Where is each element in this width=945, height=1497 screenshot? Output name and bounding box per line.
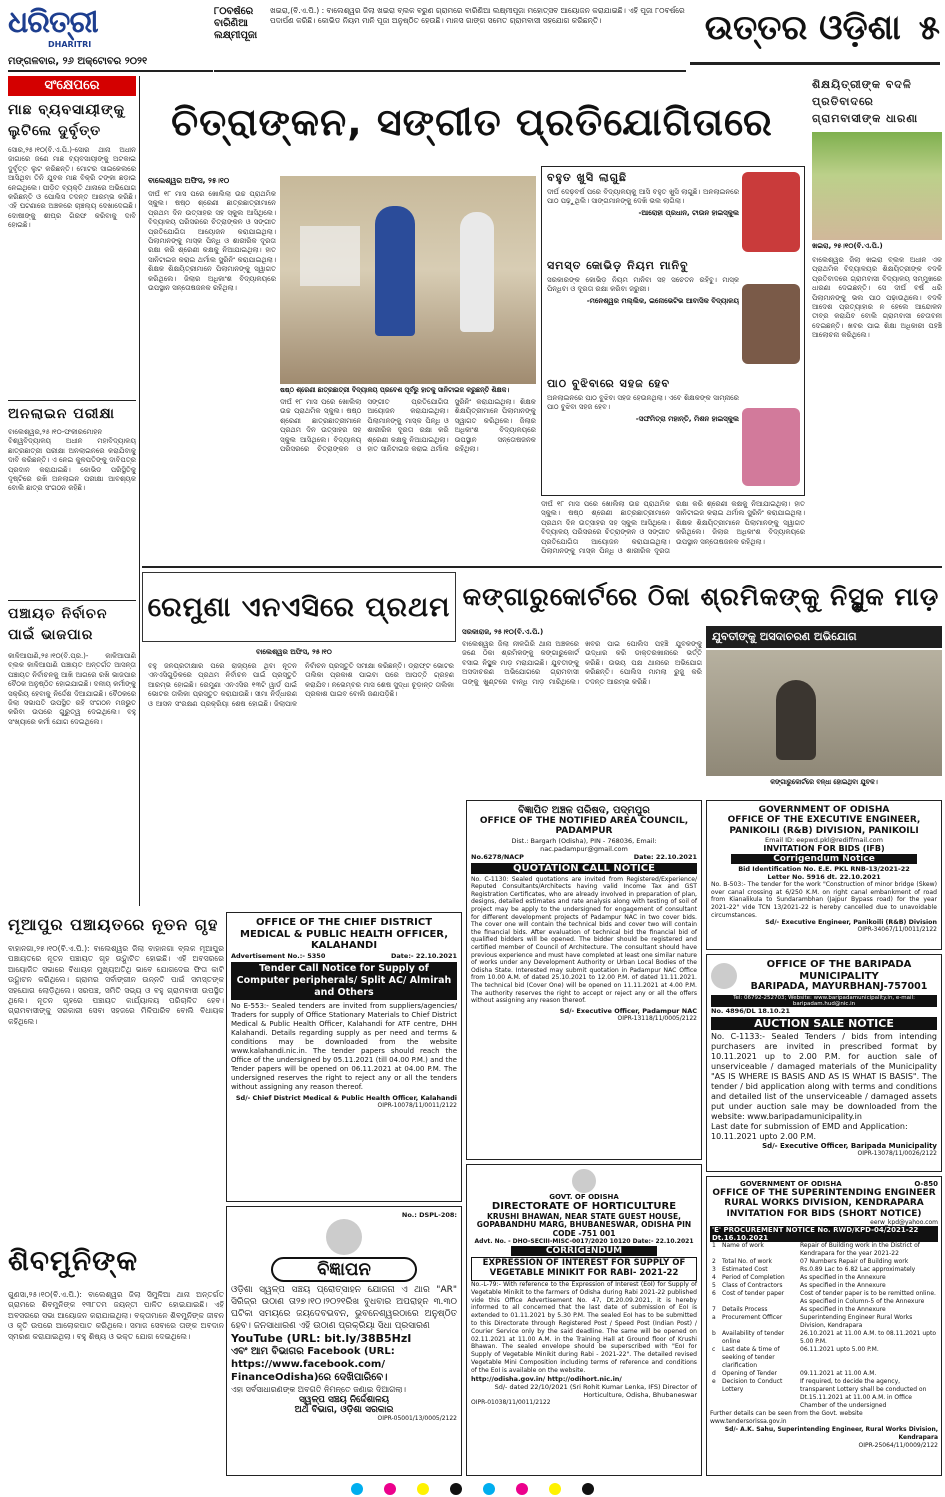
table-cell: 07 Numbers Repair of Building work bbox=[800, 1258, 909, 1266]
ad-title: OFFICE OF THE SUPERINTENDING ENGINEER RURAL WORKS DIVISION, KENDRAPARA bbox=[712, 1188, 936, 1209]
registration-dot bbox=[549, 1483, 561, 1495]
village-dateline: ଖଇରା, ୨୫।୧୦(ବି.ଏ.ପି.) bbox=[812, 242, 883, 250]
ad-body: No E-553:- Sealed tenders are invited from suppliers/agencies/ Traders for supply of Office Stationary Materials to Chief District Medical & Public Health Officer, Kalahandi for ATF centre, DHH Kalahandi. Details regarding supply as per need and terms & conditions may be downloaded from the website www.kalahandi.nic.in. The tender papers should reach the Office of the undersigned by 05.11.2021 (till 04.00 P.M.) and the Tender papers will be opened on 06.11.2021 at 04.00 P.M. The undersigned reserves the right to reject any or all the tenders without assigning any reason thereof. bbox=[231, 1001, 457, 1091]
ad-banner: AUCTION SALE NOTICE bbox=[711, 1017, 937, 1030]
ad-banner: CORRIGENDUM bbox=[511, 1246, 657, 1256]
table-cell: b bbox=[712, 1330, 716, 1338]
table-cell: c bbox=[712, 1346, 716, 1354]
photo-figure bbox=[300, 226, 360, 286]
ad-bid-id: Bid Identification No. E.E. PKL RNB-13/2021-22 bbox=[738, 865, 910, 874]
table-row bbox=[710, 1274, 938, 1282]
ad-title: OFFICE OF THE EXECUTIVE ENGINEER, PANIKOILI (R&B) DIVISION, PANIKOILI bbox=[727, 815, 921, 836]
table-cell: 3 bbox=[712, 1266, 716, 1274]
table-row bbox=[710, 1242, 938, 1258]
table-cell: Availability of tender online bbox=[722, 1330, 785, 1346]
ad-banner: INVITATION FOR BIDS (SHORT NOTICE) bbox=[726, 1208, 922, 1219]
quote-headline: ସମସ୍ତ କୋଭିଡ଼ ନିୟମ ମାନିବୁ bbox=[547, 259, 689, 272]
ad-cdmo-kalahandi bbox=[226, 912, 462, 1202]
table-cell: e bbox=[712, 1378, 716, 1386]
photo-figure bbox=[776, 680, 816, 760]
ad-banner: ବିଜ୍ଞାପନ bbox=[271, 1257, 417, 1282]
ad-panikoili bbox=[706, 800, 942, 950]
quote-author: -ମନେଶ୍ୱର ମଲ୍ଲିକ, ଇନୋଭେଟିଭ ଆବାସିକ ବିଦ୍ୟାଳୟ bbox=[586, 296, 739, 305]
ad-number: Advertisement No.:- 5350 bbox=[231, 951, 326, 960]
quote-author: -ସଙ୍ଘମିତ୍ରା ମହାନ୍ତି, ମିଶନ ହାଇସ୍କୁଲ bbox=[635, 414, 739, 423]
table-cell: Cost of tender paper is to be remitted online. As specified in Column-5 of the Annexure bbox=[800, 1290, 936, 1306]
photo-caption: ଷଷ୍ଠ ଶ୍ରେଣୀ ଛାତ୍ରଛାତ୍ରୀ ବିଦ୍ୟାଳୟ ପ୍ରବେଶ ପୂର୍ବରୁ ହାତକୁ ସାନିଟାଇଜ କରୁଛନ୍ତି ଶିକ୍ଷକ। bbox=[280, 386, 510, 394]
ad-number: No. 4896/DL 18.10.21 bbox=[711, 1006, 790, 1015]
ad-code: O-850 bbox=[914, 1180, 938, 1188]
ad-links: http://odisha.gov.in/ http://odihort.nic.in/ bbox=[471, 1374, 622, 1383]
table-cell: 4 bbox=[712, 1274, 716, 1282]
emblem-icon bbox=[572, 1169, 596, 1193]
ad-date: Date:- 22.10.2021 bbox=[391, 951, 457, 960]
ad-ref: OIPR-25064/11/0009/2122 bbox=[858, 1442, 938, 1450]
kangaroo-body: ବାଲେଶ୍ୱର ଜିଲା ନୀଳଗିରି ଥାନା ଅଞ୍ଚଳରେ ଜଣେ ଠିକା ଶ୍ରମିକଙ୍କୁ କଙ୍ଗାରୁକୋର୍ଟ ବସାଇ ନିସ୍ଥୁକ ମାଡ଼ ମରାଯାଇଛି। ଯୁବତୀଙ୍କୁ ଅସଦାଚରଣ ଅଭିଯୋଗରେ ଗ୍ରାମବାସୀ ତାଙ୍କୁ ଖୁଣ୍ଟରେ ବାନ୍ଧି ମାଡ଼ ମାରିଥିଲେ। ଖବର ପାଇ ପୋଲିସ ପହଞ୍ଚି ଯୁବକଙ୍କୁ ଉଦ୍ଧାର କରି ଡାକ୍ତରଖାନାରେ ଭର୍ତ୍ତି କରିଛି। ଉଭୟ ପକ୍ଷ ଥାନାରେ ଅଭିଯୋଗ କରିଛନ୍ତି। ପୋଲିସ ମାମଲା ରୁଜୁ କରି ତଦନ୍ତ ଆରମ୍ଭ କରିଛି। bbox=[462, 640, 702, 686]
table-row bbox=[710, 1306, 938, 1314]
kangaroo-photo bbox=[706, 650, 942, 776]
main-body-tail: ଦୀର୍ଘ ୧୮ ମାସ ପରେ ଖୋଲିଲା ଉଚ୍ଚ ପ୍ରାଥମିକ ସ୍କୁଲ। ଷଷ୍ଠ ଶ୍ରେଣୀ ଛାତ୍ରଛାତ୍ରୀମାନେ ପ୍ରଥମ ଦିନ ଉତ୍ସାହର ସହ ସ୍କୁଲ ଆସିଥିଲେ। ବିଦ୍ୟାଳୟ ପରିସରରେ ଚିତ୍ରାଙ୍କନ ଓ ସଙ୍ଗୀତ ପ୍ରତିଯୋଗିତା ଆୟୋଜନ କରାଯାଇଥିଲା। ପିଲାମାନଙ୍କୁ ମାସ୍କ ପିନ୍ଧି ଓ ଶାରୀରିକ ଦୂରତା ରକ୍ଷା କରି ଶ୍ରେଣୀ କକ୍ଷକୁ ନିଆଯାଇଥିଲା। ହାତ ସାନିଟାଇଜ କରାଇ ଥର୍ମାଲ ସ୍କ୍ରିନିଂ କରାଯାଇଥିଲା। ଶିକ୍ଷକ ଶିକ୍ଷୟିତ୍ରୀମାନେ ପିଲାମାନଙ୍କୁ ସ୍ୱାଗତ କରିଥିଲେ। ଜିଲାର ଅଧିକାଂଶ ବିଦ୍ୟାଳୟରେ ଉପସ୍ଥାନ ସନ୍ତୋଷଜନକ ରହିଥିଲା। bbox=[541, 500, 805, 556]
ad-ref: OIPR-13118/11/0005/2122 bbox=[617, 1014, 697, 1022]
table-cell: As specified in the Annexure bbox=[800, 1274, 886, 1282]
ad-title: DIRECTORATE OF HORTICULTURE bbox=[491, 1201, 677, 1213]
emblem-icon bbox=[326, 1219, 362, 1255]
quote-3 bbox=[547, 376, 739, 492]
ad-ref: OIPR-01038/11/0011/2122 bbox=[471, 1398, 551, 1406]
kangaroo-headline: କଙ୍ଗାରୁକୋର୍ଟରେ ଠିକା ଶ୍ରମିକଙ୍କୁ ନିସ୍ଥୁକ ମାଡ଼ bbox=[462, 582, 940, 611]
table-cell: Opening of Tender bbox=[722, 1370, 778, 1378]
table-cell: Rs.0.89 Lac to 6.82 Lac approximately bbox=[800, 1266, 916, 1274]
school-photo bbox=[280, 176, 536, 384]
table-cell: Decision to Conduct Lottery bbox=[722, 1378, 783, 1394]
briefs-label: ସଂକ୍ଷେପରେ bbox=[8, 76, 136, 96]
registration-dot bbox=[483, 1483, 495, 1495]
ad-number: No.: DSPL-208: bbox=[401, 1211, 457, 1219]
table-cell: Class of Contractors bbox=[722, 1282, 783, 1290]
table-cell: Name of work bbox=[722, 1242, 764, 1250]
table-row bbox=[710, 1378, 938, 1410]
table-cell: d bbox=[712, 1370, 716, 1378]
nac-body: ବହୁ ଜନପ୍ରତୀକ୍ଷାର ପରେ ରାଜ୍ୟରେ ଥିବା ନୂତନ ଏନଏସିଗୁଡ଼ିକରେ ପ୍ରଥମ ନିର୍ବାଚନ ପାଇଁ ପ୍ରସ୍ତୁତି ଆରମ୍ଭ ହୋଇଛି। ରେମୁଣା ଏନଏସିର ୧୩ଟି ୱାର୍ଡ ପାଇଁ ଭୋଟର ତାଲିକା ପ୍ରସ୍ତୁତ କରାଯାଉଛି। ସୀମା ନିର୍ଦ୍ଧାରଣ ଓ ଆସନ ସଂରକ୍ଷଣ ପ୍ରକ୍ରିୟା ଶେଷ ହୋଇଛି। ଜିଲାପାଳ ନିର୍ବାଚନ ପ୍ରସ୍ତୁତି ସମୀକ୍ଷା କରିଛନ୍ତି। ଡ୍ରାଫ୍ଟ ଭୋଟର ତାଲିକା ପ୍ରକାଶ ପାଇବା ପରେ ଆପତ୍ତି ଗ୍ରହଣ କରାଯିବ। ନଭେମ୍ବର ମାସ ଶେଷ ସୁଦ୍ଧା ଚୂଡ଼ାନ୍ତ ତାଲିକା ପ୍ରକାଶ ପାଇବ ବୋଲି ଜଣାପଡ଼ିଛି। bbox=[148, 662, 454, 708]
table-row bbox=[710, 1282, 938, 1290]
logo-text: ଧରିତ୍ରୀ bbox=[8, 6, 98, 40]
ad-gov: GOVERNMENT OF ODISHA bbox=[758, 805, 890, 815]
ad-gov: GOVT. OF ODISHA bbox=[549, 1193, 619, 1201]
column-rule bbox=[139, 76, 140, 906]
registration-dot bbox=[582, 1483, 594, 1495]
table-cell: If required, to decide the agency, transparent Lottery shall be conducted on Dt.15.11.2021 at 11.00 A.M. in Office Chamber of the undersigned bbox=[800, 1378, 927, 1410]
teaser-story bbox=[214, 6, 686, 72]
ad-subtitle: BARIPADA, MAYURBHANJ-757001 bbox=[750, 981, 928, 992]
main-headline: ଚିତ୍ରାଙ୍କନ, ସଙ୍ଗୀତ ପ୍ରତିଯୋଗିତାରେ bbox=[171, 100, 773, 144]
tender-table bbox=[710, 1242, 938, 1410]
quote-body: ଅନଲାଇନରେ ପାଠ ବୁଝିବା ସହଜ ହେଉନଥିଲା। ଏବେ ଶିକ୍ଷକଙ୍କ ସାମ୍ନାରେ ପାଠ ବୁଝିବା ସହଜ ହେବ। bbox=[547, 394, 739, 412]
student-photo bbox=[742, 284, 800, 364]
ad-footer: Further details can be seen from the Govt. website www.tendersorissa.gov.in bbox=[710, 1410, 863, 1426]
photo-figure bbox=[375, 206, 415, 336]
quote-headline: ପାଠ ବୁଝିବାରେ ସହଜ ହେବ bbox=[547, 377, 671, 390]
registration-dot bbox=[417, 1483, 429, 1495]
ad-banner: INVITATION FOR BIDS (IFB) bbox=[763, 844, 885, 854]
quote-body: ସରକାରଙ୍କ କୋଭିଡ଼ ନିୟମ ମାନିବା ସହ ସଚେତନ ରହିବୁ। ମାସ୍କ ପିନ୍ଧିବା ଓ ଦୂରତା ରକ୍ଷା କରିବା ଜରୁରୀ। bbox=[547, 276, 739, 294]
ad-title: OFFICE OF THE CHIEF DISTRICT MEDICAL & PUBLIC HEALTH OFFICER, KALAHANDI bbox=[240, 917, 448, 951]
table-row bbox=[710, 1330, 938, 1346]
table-cell: Last date & time of seeking of tender clarification bbox=[722, 1346, 780, 1370]
quote-2 bbox=[547, 258, 739, 370]
table-cell: 1 bbox=[712, 1242, 716, 1250]
ad-signature: Sd/- A.K. Sahu, Superintending Engineer, Rural Works Division, Kendrapara bbox=[724, 1426, 938, 1442]
quote-1 bbox=[547, 170, 739, 270]
table-cell: Estimated Cost bbox=[722, 1266, 768, 1274]
village-headline: ଶିକ୍ଷୟିତ୍ରୀଙ୍କ ବଦଳି ପ୍ରତିବାଦରେ ଗ୍ରାମବାସୀଙ୍କ ଧାରଣା bbox=[812, 78, 919, 125]
ad-ref: OIPR-05001/13/0005/2122 bbox=[377, 1415, 457, 1422]
ad-number: Advt. No. - DHO-SECIII-MISC-0017/2020 10120 Date:- 22.10.2021 bbox=[474, 1238, 694, 1246]
ad-title: OFFICE OF THE NOTIFIED AREA COUNCIL, PADAMPUR bbox=[479, 816, 689, 837]
photo-figure bbox=[460, 212, 494, 332]
table-row bbox=[710, 1314, 938, 1330]
ad-subtitle: Dist.: Bargarh (Odisha), PIN - 768036, Email: nac.padampur@gmail.com bbox=[511, 836, 657, 853]
quote-author: -ଆରୋହୀ ପ୍ରଧାନ, ଟାଉନ ହାଇସ୍କୁଲ bbox=[638, 208, 739, 217]
ad-facebook: ଏବଂ ଆମ ବିଭାଗର Facebook (URL: https://www.facebook.com/ bbox=[231, 1346, 395, 1370]
table-cell: a bbox=[712, 1314, 716, 1322]
kangaroo-subhead: ଯୁବତୀଙ୍କୁ ଅସଦାଚରଣ ଅଭିଯୋଗ bbox=[706, 626, 942, 648]
quote-body: ଦୀର୍ଘ ଦେଢ଼ବର୍ଷ ପରେ ବିଦ୍ୟାଳୟକୁ ଆସି ବହୁତ ଖୁସି ଲାଗୁଛି। ଅନଲାଇନରେ ପାଠ ପଢ଼ୁଥିଲି। ସାଙ୍ଗମାନଙ୍କୁ ଦେଖି ଭଲ ଲାଗିଲା। bbox=[547, 188, 739, 206]
ad-email: Email ID: eepwd.pkl@rediffmail.com bbox=[765, 836, 883, 845]
ad-body: No. C-1133:- Sealed Tenders / bids from intending purchasers are invited in prescribed format by 10.11.2021 up to 2.00 P.M. for auction sale of unserviceable / damaged materials of the Municipality "AS IS WHERE IS BASIS AND AS IS WHAT IS BASIS". The tender / bid application along with terms and conditions and detailed list of the unserviceable / damaged assets put under auction sale may be downloaded from the website: www.baripadamunicipality.in bbox=[711, 1031, 937, 1121]
table-cell: As specified in the Annexure bbox=[800, 1282, 886, 1290]
student-photo bbox=[742, 172, 800, 252]
section-title: ଉତ୍ତର ଓଡ଼ିଶା bbox=[704, 8, 901, 48]
divider bbox=[8, 600, 136, 601]
ad-last-date: Last date for submission of EMD and Application: 10.11.2021 upto 2.00 P.M. bbox=[711, 1121, 908, 1141]
teaser-headline: ୮୦ବର୍ଷରେ ବାରିଣିଆ ଲକ୍ଷ୍ମୀପୂଜା bbox=[214, 6, 258, 41]
ad-letter: Letter No. 5916 dt. 22.10.2021 bbox=[767, 873, 881, 882]
student-photo bbox=[742, 408, 800, 486]
main-body-cols: ଦୀର୍ଘ ୧୮ ମାସ ପରେ ଖୋଲିଲା ଉଚ୍ଚ ପ୍ରାଥମିକ ସ୍କୁଲ। ଷଷ୍ଠ ଶ୍ରେଣୀ ଛାତ୍ରଛାତ୍ରୀମାନେ ପ୍ରଥମ ଦିନ ଉତ୍ସାହର ସହ ସ୍କୁଲ ଆସିଥିଲେ। ବିଦ୍ୟାଳୟ ପରିସରରେ ଚିତ୍ରାଙ୍କନ ଓ ସଙ୍ଗୀତ ପ୍ରତିଯୋଗିତା ଆୟୋଜନ କରାଯାଇଥିଲା। ପିଲାମାନଙ୍କୁ ମାସ୍କ ପିନ୍ଧି ଓ ଶାରୀରିକ ଦୂରତା ରକ୍ଷା କରି ଶ୍ରେଣୀ କକ୍ଷକୁ ନିଆଯାଇଥିଲା। ହାତ ସାନିଟାଇଜ କରାଇ ଥର୍ମାଲ ସ୍କ୍ରିନିଂ କରାଯାଇଥିଲା। ଶିକ୍ଷକ ଶିକ୍ଷୟିତ୍ରୀମାନେ ପିଲାମାନଙ୍କୁ ସ୍ୱାଗତ କରିଥିଲେ। ଜିଲାର ଅଧିକାଂଶ ବିଦ୍ୟାଳୟରେ ଉପସ୍ଥାନ ସନ୍ତୋଷଜନକ ରହିଥିଲା। bbox=[280, 398, 536, 454]
housing-body: ବାହାନଗା,୨୫।୧୦(ବି.ଏ.ପି.): ବାଲେଶ୍ୱର ଜିଲା ବାହାନଗା ବ୍ଲକ ମୂଆପୁର ପଞ୍ଚାୟତରେ ନୂତନ ପଞ୍ଚାୟତ ଗୃହ ଉଦ୍ଘାଟିତ ହୋଇଛି। ଏହି ଅବସରରେ ଆୟୋଜିତ ସଭାରେ ବିଧାୟକ ମୁଖ୍ୟଅତିଥି ଭାବେ ଯୋଗଦେଇ ଫିତା କାଟି ଉଦ୍ଘାଟନ କରିଥିଲେ। ଗ୍ରାମର ସର୍ବାଙ୍ଗୀନ ଉନ୍ନତି ପାଇଁ ସମସ୍ତଙ୍କ ସହଯୋଗ ଲୋଡ଼ିଥିଲେ। ସରପଞ୍ଚ, ସମିତି ସଭ୍ୟ ଓ ବହୁ ଗ୍ରାମବାସୀ ଉପସ୍ଥିତ ଥିଲେ। ନୂତନ ଗୃହରେ ପଞ୍ଚାୟତ କାର୍ଯ୍ୟାଳୟ ପରିଚାଳିତ ହେବ। ଗ୍ରାମବାସୀଙ୍କୁ ସରକାରୀ ସେବା ସହଜରେ ମିଳିପାରିବ ବୋଲି ବିଧାୟକ କହିଥିଲେ। bbox=[8, 944, 224, 1026]
ad-signature: Sd/- Chief District Medical & Public Health Officer, Kalahandi bbox=[235, 1093, 457, 1102]
page-number: ୫ bbox=[918, 8, 940, 48]
ad-baripada bbox=[706, 954, 942, 1172]
table-row bbox=[710, 1258, 938, 1266]
ad-banner-2: Corrigendum Notice bbox=[731, 854, 917, 864]
main-body-col1: ଦୀର୍ଘ ୧୮ ମାସ ପରେ ଖୋଲିଲା ଉଚ୍ଚ ପ୍ରାଥମିକ ସ୍କୁଲ। ଷଷ୍ଠ ଶ୍ରେଣୀ ଛାତ୍ରଛାତ୍ରୀମାନେ ପ୍ରଥମ ଦିନ ଉତ୍ସାହର ସହ ସ୍କୁଲ ଆସିଥିଲେ। ବିଦ୍ୟାଳୟ ପରିସରରେ ଚିତ୍ରାଙ୍କନ ଓ ସଙ୍ଗୀତ ପ୍ରତିଯୋଗିତା ଆୟୋଜନ କରାଯାଇଥିଲା। ପିଲାମାନଙ୍କୁ ମାସ୍କ ପିନ୍ଧି ଓ ଶାରୀରିକ ଦୂରତା ରକ୍ଷା କରି ଶ୍ରେଣୀ କକ୍ଷକୁ ନିଆଯାଇଥିଲା। ହାତ ସାନିଟାଇଜ କରାଇ ଥର୍ମାଲ ସ୍କ୍ରିନିଂ କରାଯାଇଥିଲା। ଶିକ୍ଷକ ଶିକ୍ଷୟିତ୍ରୀମାନେ ପିଲାମାନଙ୍କୁ ସ୍ୱାଗତ କରିଥିଲେ। ଜିଲାର ଅଧିକାଂଶ ବିଦ୍ୟାଳୟରେ ଉପସ୍ଥାନ ସନ୍ତୋଷଜନକ ରହିଥିଲା। bbox=[148, 190, 276, 293]
ad-signature: Sd/- Executive Officer, Padampur NAC bbox=[559, 1006, 697, 1015]
issue-date: ମଙ୍ଗଳବାର, ୨୬ ଅକ୍ଟୋବର ୨୦୨୧ bbox=[8, 56, 213, 72]
brief2-body: ବାଲେଶ୍ୱର,୨୫।୧୦-ଫକୀରମୋହନ ବିଶ୍ୱବିଦ୍ୟାଳୟ ଅଧୀନ ମହାବିଦ୍ୟାଳୟ ଛାତ୍ରଛାତ୍ରୀ ପରୀକ୍ଷା ଅନଲାଇନରେ କରାଯିବାକୁ ଦାବି କରିଛନ୍ତି। ଏ ନେଇ କୁଳପତିଙ୍କୁ ଦାବିପତ୍ର ପ୍ରଦାନ କରାଯାଇଛି। କୋଭିଡ ପରିସ୍ଥିତିକୁ ଦୃଷ୍ଟିରେ ରଖି ଅନଲାଇନ ପରୀକ୍ଷା ଆବଶ୍ୟକ ବୋଲି ଛାତ୍ର ସଂଗଠନ କହିଛି। bbox=[8, 428, 136, 493]
table-row bbox=[710, 1346, 938, 1370]
table-cell: Period of Completion bbox=[722, 1274, 785, 1282]
ad-procurement: 'E' PROCUREMENT NOTICE No. RWD/KPD-04/2021-22 Dt.16.10.2021 bbox=[710, 1226, 938, 1242]
table-cell: Procurement Officer bbox=[722, 1314, 783, 1322]
ad-banner: QUOTATION CALL NOTICE bbox=[471, 863, 697, 874]
table-cell: 2 bbox=[712, 1258, 716, 1266]
registration-dot bbox=[516, 1483, 528, 1495]
ad-padampur-nac bbox=[466, 800, 702, 1160]
ad-signature: Sd/- Executive Engineer, Panikoili (R&B) Division bbox=[765, 919, 937, 927]
ad-youtube: YouTube (URL: bit.ly/38B5HzI bbox=[231, 1332, 412, 1345]
ad-body: No. B-503:- The tender for the work "Construction of minor bridge (Skew) over canal crossing at 6/250 K.M. on right canal embankment of road from Kianalikula to Sundarambhan (Jajpur Bypass road) for the year 2021-22" vide TCN 13/2021-22 is hereby cancelled due to unavoidable circumstances. bbox=[711, 881, 937, 919]
table-cell: As specified in the Annexure bbox=[800, 1306, 886, 1314]
protest-photo bbox=[812, 132, 942, 240]
brief2-headline: ଅନଲାଇନ ପରୀକ୍ଷା bbox=[8, 406, 115, 422]
ad-kendrapara bbox=[706, 1176, 942, 1476]
registration-dot bbox=[450, 1483, 462, 1495]
ad-ref: OIPR-10078/11/0011/2122 bbox=[377, 1101, 457, 1109]
table-cell: 5 bbox=[712, 1282, 716, 1290]
teaser-body: ଖଇରା,(ବି.ଏ.ପି.) : ବାଲେଶ୍ୱର ଜିଲା ଖଇରା ବ୍ଲକ ବରୁଣ ଗ୍ରାମରେ ବାରିଣିଆ ଲକ୍ଷ୍ମୀପୂଜା ମହୋତ୍ସବ ଆୟୋଜନ କରାଯାଇଛି। ଏହି ପୂଜା ୮୦ବର୍ଷରେ ପଦାର୍ପଣ କରିଛି। କୋଭିଡ ନିୟମ ମାନି ପୂଜା ଅନୁଷ୍ଠିତ ହେଉଛି। ମାନସ ଗାଙ୍ଗ ସମେତ ଗ୍ରାମବାସୀ ସହଯୋଗ କରିଛନ୍ତି। bbox=[270, 6, 685, 25]
ad-banner: Tender Call Notice for Supply of Computer peripherals/ Split AC/ Almirah and Others bbox=[231, 962, 457, 1000]
ad-signature: Sd/- Executive Officer, Baripada Municipality bbox=[762, 1141, 937, 1150]
registration-dot bbox=[351, 1483, 363, 1495]
header-rule bbox=[690, 62, 940, 65]
ad-date: Date: 22.10.2021 bbox=[633, 852, 697, 861]
brief1-body: ସୋର,୨୫।୧୦(ବି.ଏ.ପି.)-ସୋର ଥାନା ଅଧୀନ ଜାଗାରେ ଜଣେ ମାଛ ବ୍ୟବସାୟୀଙ୍କୁ ଅଟକାଇ ଦୁର୍ବୃତ୍ତ ଲୁଟ କରିଛନ୍ତି। ମୋଟର ସାଇକେଲରେ ଆସିଥିବା ତିନି ଯୁବକ ମାଛ ବିକ୍ରି ଟଙ୍କା ଛଡ଼ାଇ ନେଇଥିଲେ। ପୀଡ଼ିତ ବ୍ୟକ୍ତି ଥାନାରେ ଅଭିଯୋଗ କରିଛନ୍ତି ଓ ପୋଲିସ ତଦନ୍ତ ଆରମ୍ଭ କରିଛି। ଏହି ଘଟଣାରେ ଅଞ୍ଚଳରେ ଚାଞ୍ଚଲ୍ୟ ଦେଖାଦେଇଛି। ଦୋଷୀଙ୍କୁ ଶୀଘ୍ର ଗିରଫ କରିବାକୁ ଦାବି ହୋଇଛି। bbox=[8, 146, 136, 230]
table-cell: 09.11.2021 at 11.00 A.M. bbox=[800, 1370, 877, 1378]
table-cell: Cost of tender paper bbox=[722, 1290, 785, 1298]
divider bbox=[8, 400, 136, 401]
ad-note: ଏହା ସର୍ବସାଧାରଣଙ୍କ ଅବଗତି ନିମନ୍ତେ ଜଣାଇ ଦିଆଗଲା। bbox=[231, 1385, 406, 1394]
table-cell: 06.11.2021 upto 5.00 P.M. bbox=[800, 1346, 879, 1354]
table-row bbox=[710, 1266, 938, 1274]
nac-headline: ରେମୁଣା ଏନଏସିରେ ପ୍ରଥମ bbox=[142, 572, 456, 642]
kangaroo-caption: କଙ୍ଗାରୁକୋର୍ଟରେ ବନ୍ଧା ହୋଇଥିବା ଯୁବକ। bbox=[770, 778, 878, 786]
table-cell: 26.10.2021 at 11.00 A.M. to 08.11.2021 upto 5.00 P.M. bbox=[800, 1330, 937, 1346]
shiva-body: ଗୁଣସା,୨୫।୧୦(ବି.ଏ.ପି.): ବାଲେଶ୍ୱର ଜିଲା ସିମୁଳିଆ ଥାନା ଅନ୍ତର୍ଗତ ଗ୍ରାମରେ ଶିବମୁନିଙ୍କ ୧୩୮ତମ ଜୟନ୍ତୀ ପାଳିତ ହୋଇଯାଇଛି। ଏହି ଅବସରରେ ସଭା ଆୟୋଜନ କରାଯାଇଥିଲା। ବକ୍ତାମାନେ ଶିବମୁନିଙ୍କ ଜୀବନ ଓ କୃତି ଉପରେ ଆଲୋକପାତ କରିଥିଲେ। ସମାଜ ସେବାରେ ତାଙ୍କ ଅବଦାନ ସ୍ମରଣ କରାଯାଇଥିଲା। ବହୁ ଶିଷ୍ୟ ଓ ଭକ୍ତ ଯୋଗ ଦେଇଥିଲେ। bbox=[8, 1290, 224, 1341]
table-cell: Superintending Engineer Rural Works Division, Kendrapara bbox=[800, 1314, 913, 1330]
ad-ref: OIPR-13078/11/0026/2122 bbox=[857, 1149, 937, 1157]
table-row bbox=[710, 1290, 938, 1306]
ad-horticulture bbox=[466, 1164, 702, 1476]
ad-contact: Tel: 06792-252703; Website: www.baripadamunicipality.in, e-mail: baripadam.hud@nic.in bbox=[711, 995, 937, 1007]
ad-signature-2: ଅର୍ଥ ବିଭାଗ, ଓଡ଼ିଶା ସରକାର bbox=[294, 1405, 394, 1415]
table-cell: Repair of Building work in the District of Kendrapara for the year 2021-22 bbox=[800, 1242, 920, 1258]
ad-number: No.6278/NACP bbox=[471, 852, 524, 861]
section-rule bbox=[142, 566, 942, 568]
ad-ref: OIPR-34067/11/0011/2122 bbox=[857, 926, 937, 934]
table-row bbox=[710, 1370, 938, 1378]
shiva-headline: ଶିବମୁନିଙ୍କ bbox=[8, 1244, 139, 1277]
ad-signature: ସ୍ୱଳ୍ପ ସଞ୍ଚୟ ନିର୍ଦ୍ଦେଶାଳୟ bbox=[298, 1395, 390, 1405]
ad-body: No. C-1130: Sealed quotations are invited from Registered/Experience/ Reputed Consultants/Architects having valid Income Tax and GST Registration Certificates, who are already involved in preparation of plan, designs, detailed estimates and rate analysis along with testing of soil of project may be apply to the undersigned for engagement of consultant for different development projects of Padampur NAC in two cover bids. The cover one will contain the technical bids and cover two will contain the financial bids. After evaluation of technical bid the financial bid of qualified bidders will be opened. The bidder should be registered and certified member of Council of Architecture. The consultant should have previous experience and must have completed at least one similar nature of works under any Development Authority or Urban Local Bodies of the Odisha State. Interested may submit quotation in Padampur NAC Office from 10.00 A.M. of dated 25.10.2021 to 12.00 P.M. of dated 11.11.2021. The technical bid (Cover One) will be opened on 11.11.2021 at 4.00 P.M. The authority reserves the right to accept or reject any or all the offers without assigning any reason thereof. bbox=[471, 875, 697, 1005]
main-dateline: ବାଲେଶ୍ୱର ଅଫିସ, ୨୫।୧୦ bbox=[148, 176, 230, 185]
registration-dot bbox=[384, 1483, 396, 1495]
ad-facebook-page: FinanceOdisha)ରେ ଦେଖିପାରିବେ। bbox=[231, 1372, 388, 1383]
section-header bbox=[690, 8, 940, 58]
ad-signature: Sd/- dated 22/10/2021 (Sri Rohit Kumar Lenka, IFS) Director of Horticulture, Odisha, Bhubaneswar bbox=[494, 1382, 697, 1399]
print-color-bar bbox=[0, 1480, 945, 1496]
ad-gov: GOVERNMENT OF ODISHA bbox=[740, 1180, 842, 1188]
ad-body: ଓଡ଼ିଶା ସ୍ୱଳ୍ପ ସଞ୍ଚୟ ପ୍ରୋତ୍ସାହନ ଯୋଜନା ଏ ଥାର "AR" ସିରିଜ୍ର ଉଠାଣ ତା୨୭।୧୦।୨୦୨୧ରିଖ ବୁଧବାର ଅପରାହ୍ନ ୩.୩୦ ଘଟିକା ସମୟରେ ଜୟଦେବଭବନ, ଭୁବନେଶ୍ୱରଠାରେ ଅନୁଷ୍ଠିତ ହେବ। ଜନସାଧାରଣ ଏହି ଉଠାଣ ପ୍ରକ୍ରିୟା ସିଧା ପ୍ରସାରଣ bbox=[231, 1285, 457, 1331]
ad-title: OFFICE OF THE BARIPADA MUNICIPALITY bbox=[766, 959, 912, 982]
table-cell: 6 bbox=[712, 1290, 716, 1298]
quote-headline: ବହୁତ ଖୁସି ଲାଗୁଛି bbox=[547, 171, 628, 184]
table-cell: Total No. of work bbox=[722, 1258, 772, 1266]
brief3-headline: ପଞ୍ଚାୟତ ନିର୍ବାଚନ ପାଇଁ ଭାଜପାର bbox=[8, 606, 108, 643]
table-cell: 7 bbox=[712, 1306, 716, 1314]
village-body: ବାଲେଶ୍ୱର ଜିଲା ଖଇରା ବ୍ଲକ ଅଧୀନ ଏକ ପ୍ରାଥମିକ ବିଦ୍ୟାଳୟର ଶିକ୍ଷୟିତ୍ରୀଙ୍କ ବଦଳି ପ୍ରତିବାଦରେ ଗ୍ରାମବାସୀ ବିଦ୍ୟାଳୟ ସମ୍ମୁଖରେ ଧାରଣା ଦେଇଛନ୍ତି। ସେ ଦୀର୍ଘ ବର୍ଷ ଧରି ପିଲାମାନଙ୍କୁ ଭଲ ପାଠ ପଢ଼ାଉଥିଲେ। ବଦଳି ଆଦେଶ ପ୍ରତ୍ୟାହାର ନ ହେଲେ ଆନ୍ଦୋଳନ ତୀବ୍ର କରାଯିବ ବୋଲି ଗ୍ରାମବାସୀ ଚେତାବନୀ ଦେଇଛନ୍ତି। ଖବର ପାଇ ଶିକ୍ଷା ଅଧିକାରୀ ପହଞ୍ଚି ଆଲୋଚନା କରିଥିଲେ। bbox=[812, 256, 942, 340]
brief1-headline: ମାଛ ବ୍ୟବସାୟୀଙ୍କୁ ଲୁଟିଲେ ଦୁର୍ବୃତ୍ତ bbox=[8, 102, 125, 139]
brief3-body: କାଳିଆପାଣି,୨୫।୧୦(ବି.ପ୍ର.)- କାଳିଆପାଣି ବ୍ଲକ କାଳିଆପାଣି ପଞ୍ଚାୟତ ଅନ୍ତର୍ଗତ ଆସନ୍ତା ପଞ୍ଚାୟତ ନିର୍ବାଚନକୁ ଆଖି ଆଗରେ ରଖି ଭାଜପାର ବୈଠକ ଅନୁଷ୍ଠିତ ହୋଇଯାଇଛି। ଦଳୀୟ କର୍ମୀଙ୍କୁ ସକ୍ରିୟ ହେବାକୁ ନିର୍ଦ୍ଦେଶ ଦିଆଯାଇଛି। ବୈଠକରେ ଜିଲା ସଭାପତି ଉପସ୍ଥିତ ରହି ସଂଗଠନ ମଜଭୁତ କରିବା ଉପରେ ଗୁରୁତ୍ୱ ଦେଇଥିଲେ। ବହୁ ସଂଖ୍ୟାରେ କର୍ମୀ ଯୋଗ ଦେଇଥିଲେ। bbox=[8, 652, 136, 726]
ad-body: No.-L-79:- With reference to the Expression of Interest (EoI) for Supply of Vegetable Minikit to the farmers of Odisha during Rabi 2021-22 published vide this Office Advertisement No. 47, Dt.20.09.2021, it is hereby informed to all concerned that the last date of submission of EoI is extended to 01.11.2021 by 5.30 P.M. The sealed EoI has to be submitted to this Directorate through Registered Post / Speed Post (Indian Post) / Courier Service only by the said deadline. The same will be opened on 02.11.2021 at 11.00 A.M. in the Training Hall at Ground floor of Krushi Bhawan. The sealed envelope should be superscribed with "EoI for Supply of Vegetable Minikit during Rabi - 2021-22". The detailed revised Vegetable Mini Composition including terms of reference and conditions of the EoI is available on the website. bbox=[471, 1280, 697, 1374]
housing-headline: ମୂଆପୁର ପଞ୍ଚାୟତରେ ନୂତନ ଗୃହ bbox=[8, 915, 219, 934]
emblem-icon bbox=[711, 963, 737, 989]
newspaper-logo bbox=[8, 6, 103, 56]
nac-dateline: ବାଲେଶ୍ୱର ଅଫିସ, ୨୫।୧୦ bbox=[256, 648, 332, 656]
ad-finance bbox=[226, 1206, 462, 1476]
kangaroo-dateline: ସରକାରାଜ, ୨୫।୧୦(ବି.ଏ.ପି.) bbox=[462, 628, 544, 636]
ad-email: eerw_kpd@yahoo.com bbox=[870, 1219, 938, 1227]
ad-address: KRUSHI BHAWAN, NEAR STATE GUEST HOUSE, GOPABANDHU MARG, BHUBANESWAR, ODISHA PIN CODE -751 001 bbox=[476, 1211, 692, 1238]
ad-banner-2: EXPRESSION OF INTEREST FOR SUPPLY OF VEGETABLE MINIKIT FOR RABI- 2021-22 bbox=[471, 1257, 697, 1281]
ad-odia-title: ବିଜ୍ଞାପିତ ଅଞ୍ଚଳ ପରିଷଦ, ପଦ୍ମପୁର bbox=[518, 805, 650, 816]
table-cell: Details Process bbox=[722, 1306, 768, 1314]
logo-subtitle: DHARITRI bbox=[48, 40, 92, 49]
